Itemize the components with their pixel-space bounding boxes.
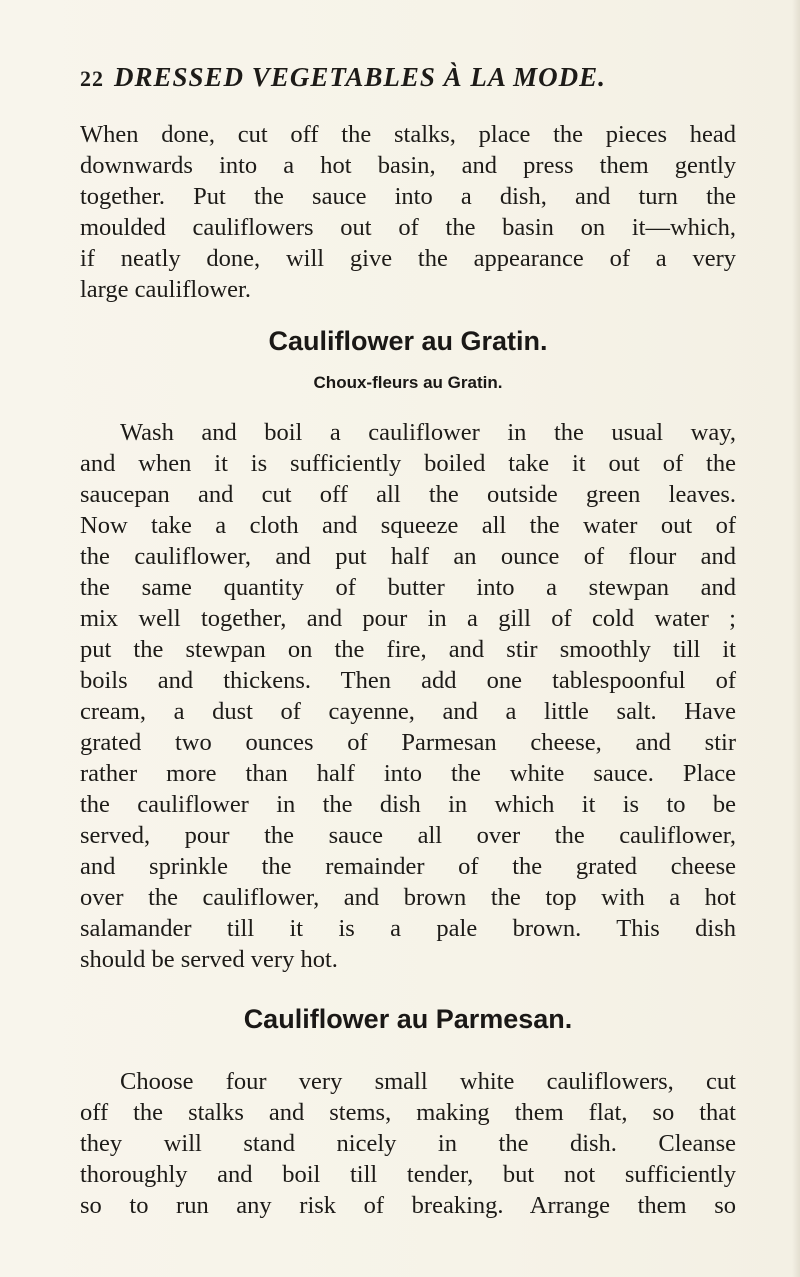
text-line: cream, a dust of cayenne, and a little salt. Have [80, 698, 736, 725]
section-heading-parmesan: Cauliflower au Parmesan. [243, 1004, 573, 1034]
intro-paragraph [80, 119, 736, 305]
parmesan-paragraph [80, 1066, 736, 1221]
text-line: moulded cauliflowers out of the basin on it—which, [80, 214, 736, 241]
section-subheading-gratin: Choux-fleurs au Gratin. [313, 373, 503, 392]
text-line: the same quantity of butter into a stewpan and [80, 574, 736, 601]
text-line: over the cauliflower, and brown the top with a hot [80, 884, 736, 911]
running-head [80, 62, 700, 102]
text-line: When done, cut off the stalks, place the pieces head [80, 121, 736, 148]
text-line: together. Put the sauce into a dish, and turn the [80, 183, 736, 210]
gratin-paragraph [80, 417, 736, 975]
page-number: 22 [80, 66, 104, 91]
text-line: the cauliflower in the dish in which it is to be [80, 791, 736, 818]
text-line: and sprinkle the remainder of the grated cheese [80, 853, 736, 880]
text-line: rather more than half into the white sauce. Place [80, 760, 736, 787]
page-edge-shadow [792, 0, 800, 1277]
text-line: so to run any risk of breaking. Arrange them so [80, 1192, 736, 1219]
text-line: grated two ounces of Parmesan cheese, and stir [80, 729, 736, 756]
section-heading-gratin: Cauliflower au Gratin. [268, 326, 548, 356]
text-line: Choose four very small white cauliflowers, cut [120, 1068, 736, 1095]
text-line: the cauliflower, and put half an ounce of flour and [80, 543, 736, 570]
text-line: Now take a cloth and squeeze all the water out of [80, 512, 736, 539]
text-line: they will stand nicely in the dish. Cleanse [80, 1130, 736, 1157]
text-line: boils and thickens. Then add one tablespoonful of [80, 667, 736, 694]
text-line: if neatly done, will give the appearance of a very [80, 245, 736, 272]
text-line: downwards into a hot basin, and press them gently [80, 152, 736, 179]
text-line: served, pour the sauce all over the cauliflower, [80, 822, 736, 849]
text-line: put the stewpan on the fire, and stir smoothly till it [80, 636, 736, 663]
text-line: should be served very hot. [80, 946, 338, 973]
text-line: salamander till it is a pale brown. This dish [80, 915, 736, 942]
text-line: off the stalks and stems, making them flat, so that [80, 1099, 736, 1126]
text-line: Wash and boil a cauliflower in the usual way, [120, 419, 736, 446]
text-line: thoroughly and boil till tender, but not sufficiently [80, 1161, 736, 1188]
text-line: saucepan and cut off all the outside green leaves. [80, 481, 736, 508]
text-line: and when it is sufficiently boiled take it out of the [80, 450, 736, 477]
text-line: large cauliflower. [80, 276, 251, 303]
text-line: mix well together, and pour in a gill of cold water ; [80, 605, 736, 632]
running-head-title: DRESSED VEGETABLES À LA MODE. [114, 62, 606, 92]
